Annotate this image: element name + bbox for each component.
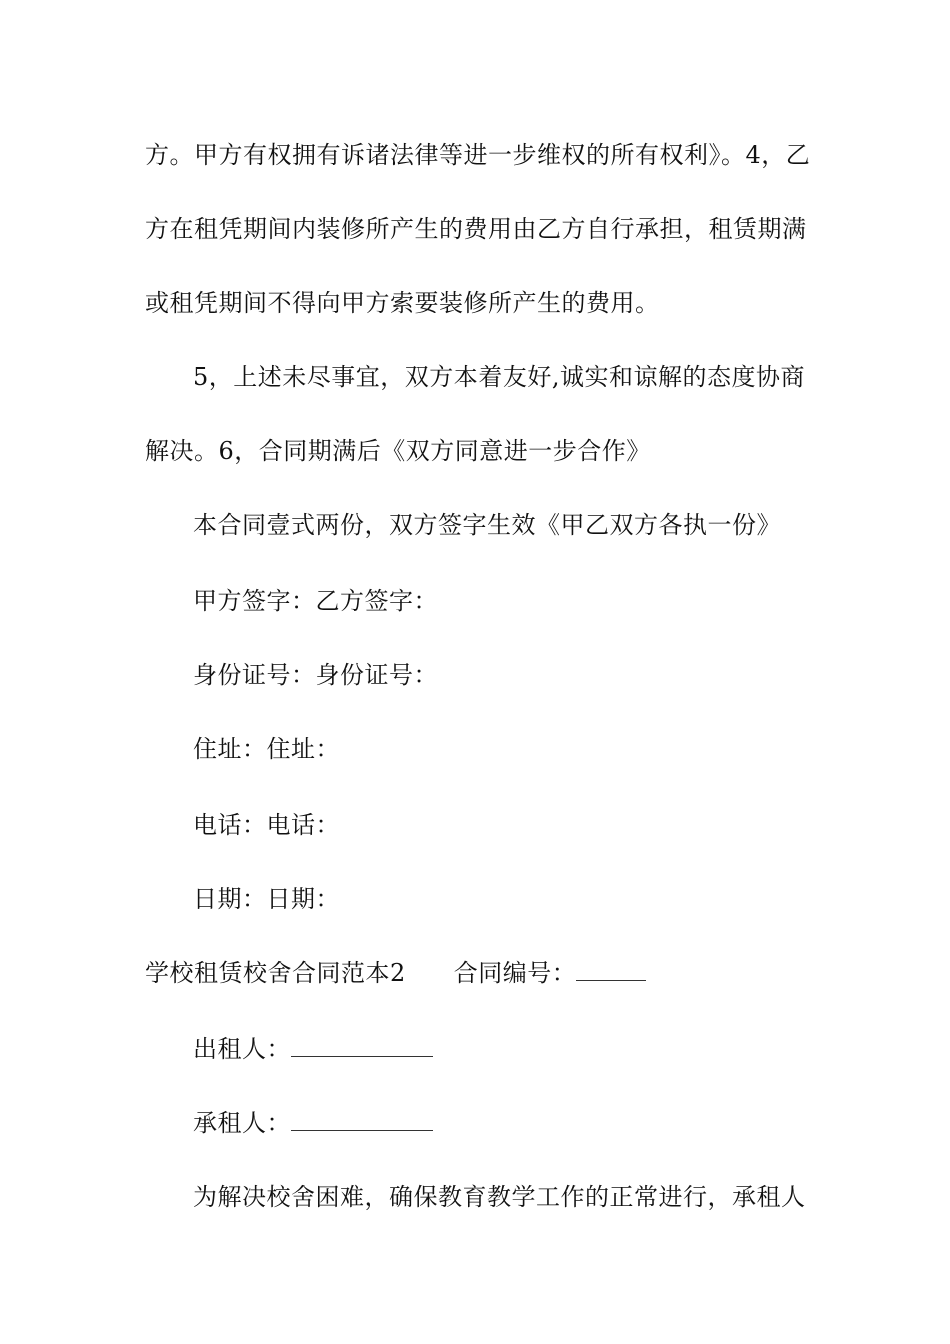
paragraph-line: 解决。6，合同期满后《双方同意进一步合作》 <box>145 437 651 465</box>
lessee-blank <box>291 1108 433 1131</box>
paragraph-line: 为解决校舍困难，确保教育教学工作的正常进行，承租人 <box>193 1183 806 1211</box>
id-number-line: 身份证号：身份证号： <box>193 661 438 689</box>
paragraph-line: 5，上述未尽事宜，双方本着友好,诚实和谅解的态度协商 <box>193 363 805 391</box>
contract-title: 学校租赁校舍合同范本2 <box>145 959 406 987</box>
contract-number-blank <box>576 958 646 981</box>
contract-number-label: 合同编号： <box>453 959 577 987</box>
signature-line: 甲方签字：乙方签字： <box>193 587 438 615</box>
paragraph-line: 方在租凭期间内装修所产生的费用由乙方自行承担，租赁期满 <box>145 215 807 243</box>
paragraph-line: 方。甲方有权拥有诉诸法律等进一步维权的所有权利》。4，乙 <box>145 141 811 169</box>
lessee-line <box>193 1108 433 1138</box>
paragraph-line: 或租凭期间不得向甲方索要装修所产生的费用。 <box>145 289 660 317</box>
lessor-line <box>193 1034 433 1064</box>
lessee-label: 承租人： <box>193 1109 291 1137</box>
contract-title-line <box>145 958 646 988</box>
address-line: 住址：住址： <box>193 735 340 763</box>
date-line: 日期：日期： <box>193 885 340 913</box>
phone-line: 电话：电话： <box>193 811 340 839</box>
lessor-label: 出租人： <box>193 1035 291 1063</box>
paragraph-line: 本合同壹式两份，双方签字生效《甲乙双方各执一份》 <box>193 511 781 539</box>
lessor-blank <box>291 1034 433 1057</box>
